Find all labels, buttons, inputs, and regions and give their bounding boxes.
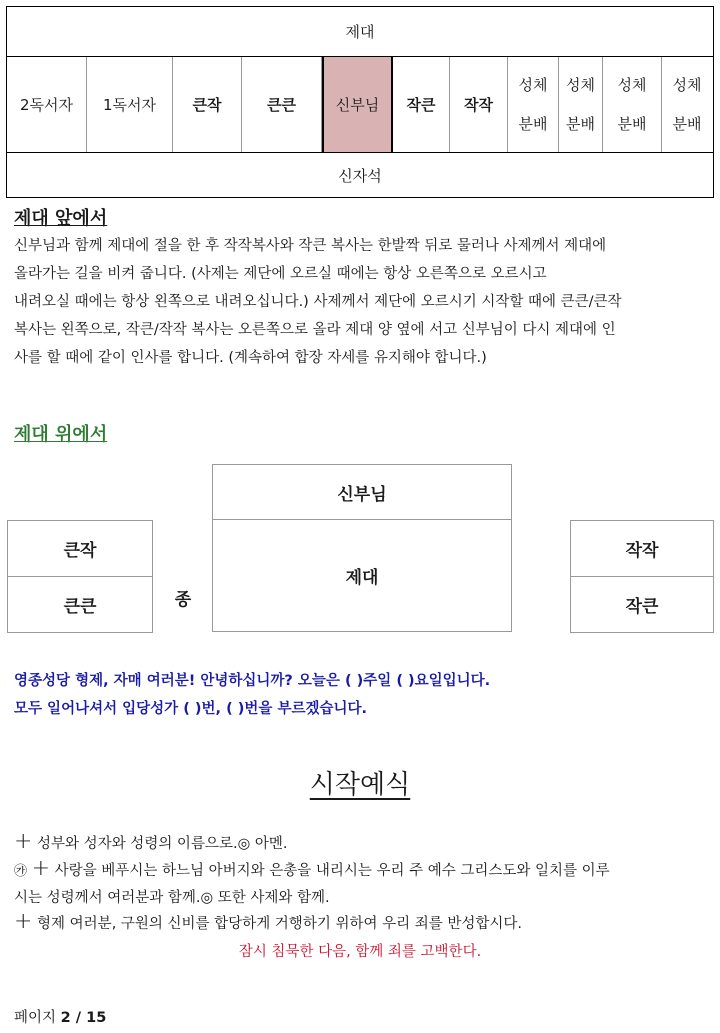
cell-line2: 분배: [566, 115, 595, 134]
rite-line-2b: 시는 성령께서 여러분과 함께.◎ 또한 사제와 함께.: [14, 890, 330, 906]
cell-keunjak: 큰작: [173, 57, 242, 152]
rubric: 잠시 침묵한 다음, 함께 죄를 고백한다.: [238, 944, 482, 960]
congregation-row: [7, 153, 713, 197]
page-number: 2 / 15: [60, 1010, 107, 1026]
section1-line: 사를 할 때에 같이 인사를 합니다. (계속하여 합장 자세를 유지해야 합니다.): [14, 350, 487, 366]
cross-icon: +: [14, 909, 33, 934]
priest-box: [212, 464, 512, 520]
rite-text: 성부와 성자와 성령의 이름으로.◎ 아멘.: [37, 836, 288, 852]
section1-line: 올라가는 길을 비켜 줍니다. (사제는 제단에 오르실 때에는 항상 오른쪽으로 오르시고: [14, 266, 547, 282]
cell-communion-1: [508, 57, 559, 152]
cell-communion-2: [559, 57, 603, 152]
cross-icon: +: [31, 856, 51, 881]
cell-jakjak: 작작: [450, 57, 508, 152]
priest-label: 신부님: [337, 484, 387, 505]
server-label: 큰작: [63, 541, 97, 561]
section1-line: 신부님과 함께 제대에 절을 한 후 작작복사와 작큰 복사는 한발짝 뒤로 물러나 사제께서 제대에: [14, 238, 607, 254]
cell-reader-2: 2독서자: [7, 57, 87, 152]
cell-line2: 분배: [617, 115, 647, 134]
cell-jakkeun: 작큰: [393, 57, 450, 152]
right-top-box: [570, 520, 714, 577]
section1-line: 내려오실 때에는 항상 왼쪽으로 내려오십니다.) 사제께서 제단에 오르시기 시작할 때에 큰큰/큰작: [14, 294, 622, 310]
cell-line2: 분배: [518, 115, 548, 134]
server-label: 작큰: [625, 597, 659, 617]
rite-title-wrap: [0, 764, 720, 801]
bell-label: 종: [174, 589, 192, 610]
cell-line2: 분배: [672, 115, 702, 134]
cross-icon: +: [14, 829, 33, 854]
cell-keunkeun: 큰큰: [242, 57, 322, 152]
section-heading-on-altar: 제대 위에서: [14, 424, 108, 445]
server-positions-row: [7, 57, 713, 153]
cell-reader-1: 1독서자: [87, 57, 173, 152]
section-heading-before-altar: 제대 앞에서: [14, 208, 108, 229]
altar-box: [212, 519, 512, 632]
server-label: 큰큰: [63, 597, 97, 617]
cell-communion-3: [603, 57, 662, 152]
rite-text: 사랑을 베푸시는 하느님 아버지와 은총을 내리시는 우리 주 예수 그리스도와 일치를 이루: [54, 863, 610, 879]
right-bottom-box: [570, 576, 714, 633]
server-label: 작작: [625, 541, 659, 561]
cell-communion-4: [662, 57, 712, 152]
left-top-box: [7, 520, 153, 577]
cell-line1: 성체: [518, 75, 548, 94]
section1-line: 복사는 왼쪽으로, 작큰/작작 복사는 오른쪽으로 올라 제대 양 옆에 서고 신부님이 다시 제대에 인: [14, 322, 616, 338]
rite-text: 형제 여러분, 구원의 신비를 합당하게 거행하기 위하여 우리 죄를 반성합시다.: [37, 916, 522, 932]
cell-priest: 신부님: [322, 57, 393, 152]
cell-line1: 성체: [566, 75, 595, 94]
left-bottom-box: [7, 576, 153, 633]
altar-label: 제대: [345, 23, 375, 41]
rite-line-3: [14, 910, 710, 938]
page-footer: [14, 1006, 106, 1027]
announcement-line1: 영종성당 형제, 자매 여러분! 안녕하십니까? 오늘은 ( )주일 ( )요일입니다.: [14, 673, 491, 689]
cell-line1: 성체: [672, 75, 702, 94]
announcement-line2: 모두 일어나셔서 입당성가 ( )번, ( )번을 부르겠습니다.: [14, 701, 367, 717]
circled-ga-icon: ㉮: [14, 864, 28, 879]
page-label: 페이지: [14, 1010, 57, 1026]
congregation-label: 신자석: [338, 166, 382, 185]
rite-title: 시작예식: [309, 770, 411, 800]
altar-row: [7, 7, 713, 57]
cell-line1: 성체: [617, 75, 647, 94]
rite-line-1: [14, 830, 710, 858]
altar-label: 제대: [345, 568, 379, 588]
altar-layout-table: [6, 6, 714, 198]
section1-body: [14, 232, 708, 372]
rite-line-2: [14, 857, 710, 886]
